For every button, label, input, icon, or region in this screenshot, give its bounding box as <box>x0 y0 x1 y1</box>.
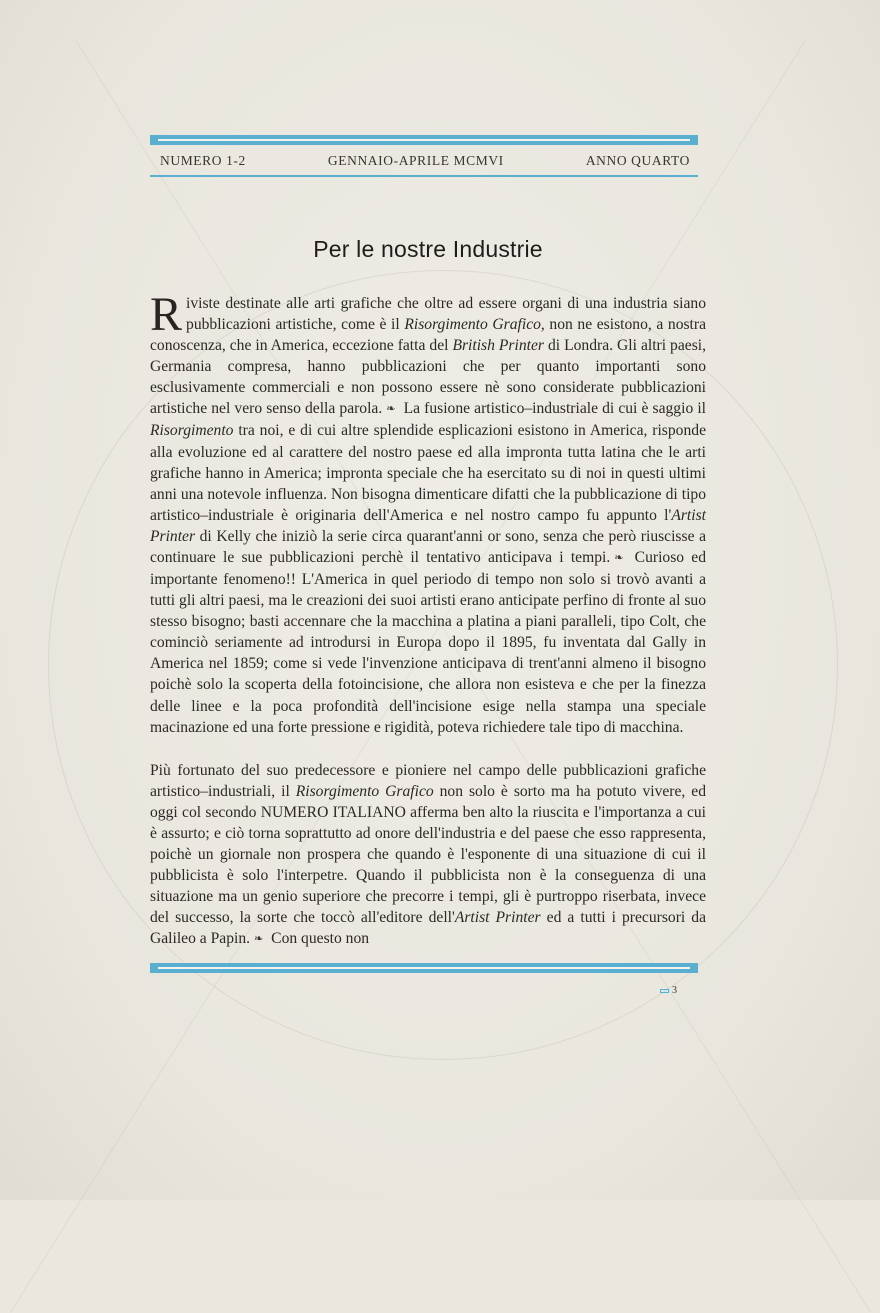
footer-band <box>150 963 698 973</box>
issue-number: NUMERO 1-2 <box>160 153 246 168</box>
article-body <box>150 288 707 972</box>
publication-name: Risorgimento <box>150 422 234 440</box>
page-number: 3 <box>660 985 677 996</box>
drop-cap: R <box>150 288 183 341</box>
publication-name: Artist Printer <box>150 506 706 545</box>
publication-name: Artist Printer <box>454 909 541 927</box>
paragraph-1: Riviste destinate alle arti grafiche che oltre ad essere organi di una industria siano pubblicazioni artistiche, come è il Risorgimento Grafico, non ne esistono, a nostra conoscenza, che in America, eccezione fatta del British Printer di Londra. Gli altri paesi, Germania compresa, hanno pubblicazioni che per quanto importanti sono esclusivamente commerciali e non possono essere nè sono considerate pubblicazioni artistiche nel vero senso della parola. ❧ La fusione artistico–industriale di cui è saggio il Risorgimento tra noi, e di cui altre splendide esplicazioni esistono in America, risponde alla evoluzione ed al carattere del nostro paese ed alla impronta tutta latina che le arti grafiche hanno in America; impronta speciale che ha esercitato su di noi in questi ultimi anni una notevole influenza. Non bisogna dimenticare difatti che la pubblicazione di tipo artistico–industriale è originaria dell'America e nel nostro campo fu appunto l'Artist Printer di Kelly che iniziò la serie circa quarant'anni or sono, senza che però riuscisse a continuare le sue pubblicazioni perchè il tentativo anticipava i tempi. ❧ Curioso ed importante fenomeno!! L'America in quel periodo di tempo non solo si trovò avanti a tutti gli altri paesi, ma le creazioni dei suoi artisti erano anticipate perfino di fronte al suo stesso bisogno; basti accennare che la macchina a platina a piani paralleli, tipo Colt, che cominciò seriamente ad introdursi in Europa dopo il 1895, fu inventata dal Gally in America nel 1859; come si vede l'invenzione anticipava di trent'anni almeno il bisogno poichè solo la scoperta della fotoincisione, che allora non esisteva e che per la finezza delle linee e la poca profondità dell'incisione esige nella stampa una speciale macinazione ed una forte pressione e rigidità, poteva richiedere tale tipo di macchina. <box>150 288 707 736</box>
publication-name: British Printer <box>452 337 544 355</box>
page-mark-icon <box>660 989 669 993</box>
paragraph-2: Più fortunato del suo predecessore e pioniere nel campo delle pubblicazioni grafiche artistico–industriali, il Risorgimento Grafico non solo è sorto ma ha potuto vivere, ed oggi col secondo NUMERO ITALIANO afferma ben alto la riuscita e l'importanza a cui è assurto; e ciò torna soprattutto ad onore dell'industria e del paese che esso rappresenta, poichè un giornale non prospera che quando è l'esponente di una situazione di cui il pubblicista è solo l'interpetre. Quando il pubblicista non è la conseguenza di una situazione ma un genio superiore che precorre i tempi, gli è purtroppo riserbata, invece del successo, la sorte che toccò all'editore dell'Artist Printer ed a tutti i precursori da Galileo a Papin. ❧ Con questo non <box>150 760 706 951</box>
header-band <box>150 135 698 145</box>
publication-name: Risorgimento Grafico <box>404 316 541 334</box>
header-rule <box>150 175 698 177</box>
article-title: Per le nostre Industrie <box>313 236 543 262</box>
fleuron-icon: ❧ <box>386 403 396 416</box>
publication-name: Risorgimento Grafico <box>295 782 434 800</box>
fleuron-icon: ❧ <box>614 551 624 564</box>
volume-year: ANNO QUARTO <box>585 153 690 168</box>
fleuron-icon: ❧ <box>254 933 264 946</box>
running-header <box>160 153 690 169</box>
issue-date: GENNAIO-APRILE MCMVI <box>327 153 504 168</box>
